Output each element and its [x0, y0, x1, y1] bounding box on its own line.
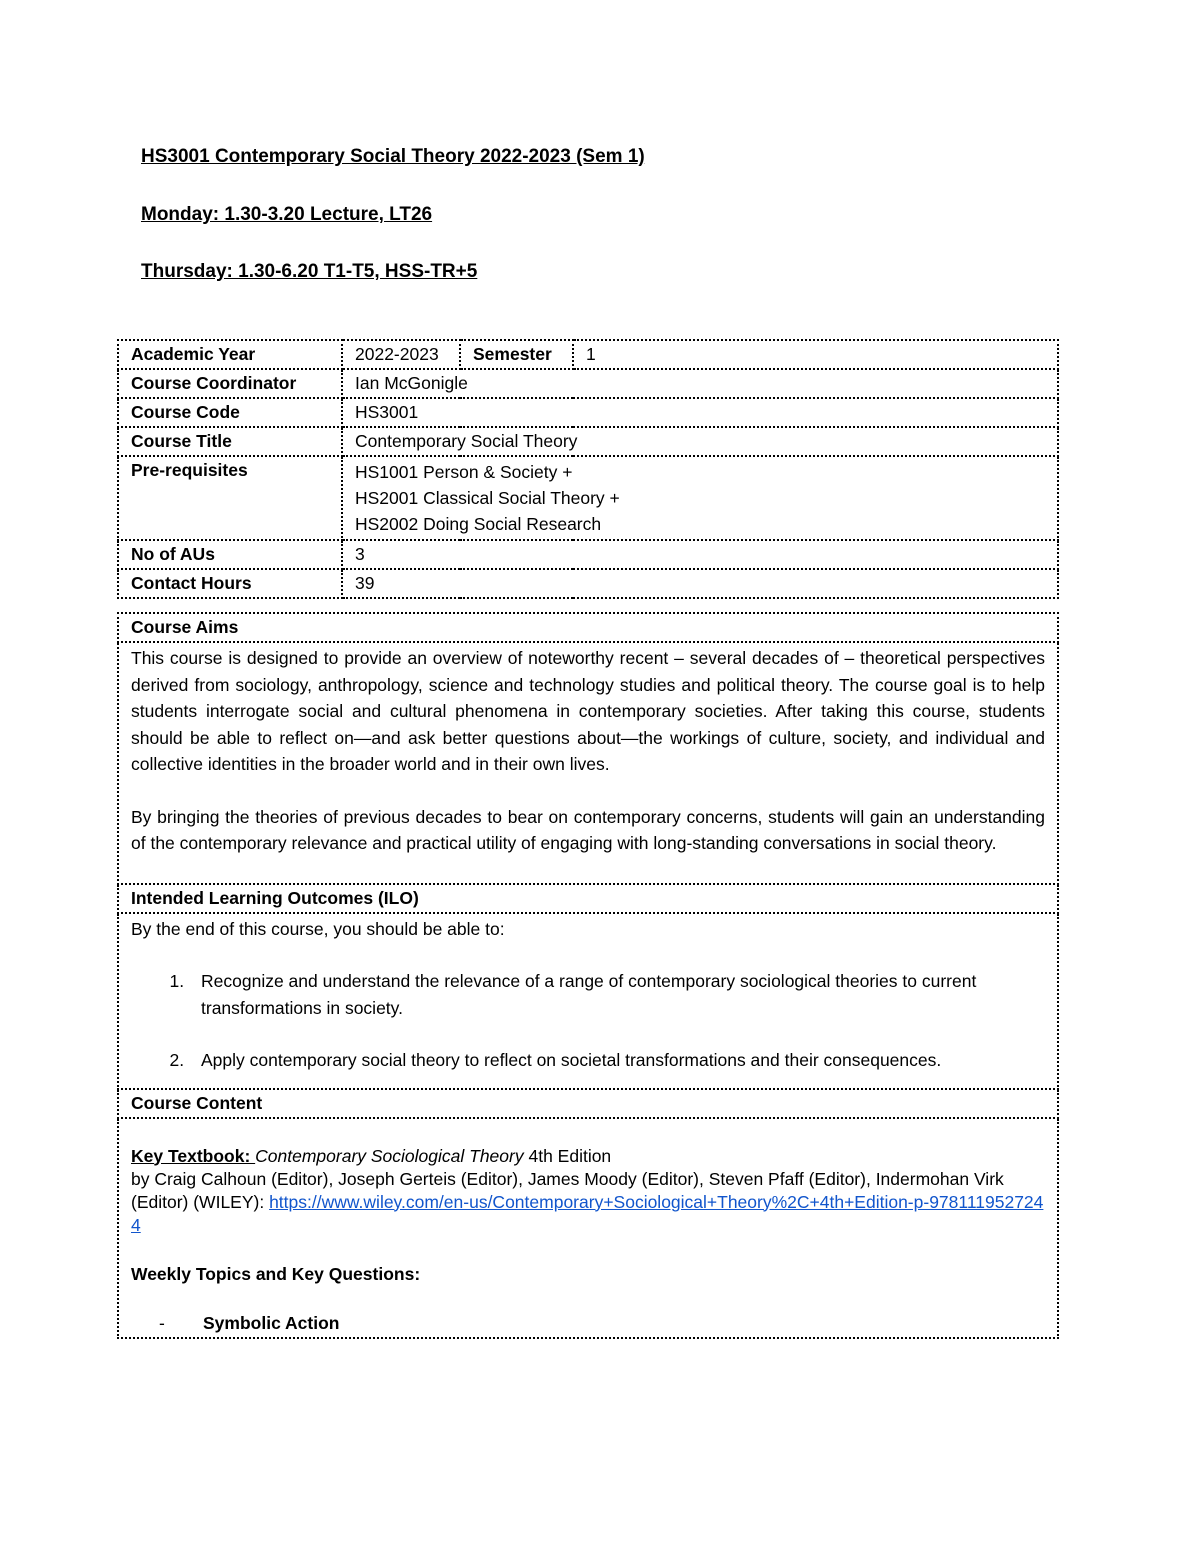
row-coordinator: [118, 369, 1058, 398]
aus-label: No of AUs: [118, 540, 342, 569]
topic-bullet: -: [159, 1312, 165, 1333]
prerequisite-item: HS1001 Person & Society +: [355, 462, 573, 482]
ilo-heading: Intended Learning Outcomes (ILO): [118, 884, 1058, 913]
key-textbook-edition: 4th Edition: [523, 1145, 612, 1166]
monday-schedule: Monday: 1.30-3.20 Lecture, LT26: [141, 204, 433, 225]
coordinator-value: Ian McGonigle: [342, 369, 1058, 398]
course-aims-body: [118, 642, 1058, 884]
contact-hours-value: 39: [342, 569, 1058, 598]
row-aus: [118, 540, 1058, 569]
ilo-heading-row: [118, 884, 1058, 913]
prerequisites-label: Pre-requisites: [118, 456, 342, 540]
ilo-intro: By the end of this course, you should be able to:: [131, 918, 505, 939]
topic-item: [131, 1312, 1045, 1335]
prerequisite-item: HS2001 Classical Social Theory +: [355, 488, 620, 508]
course-info-table: [117, 339, 1059, 599]
aims-paragraph: By bringing the theories of previous decades to bear on contemporary concerns, students will gain an understanding of the contemporary relevance and practical utility of engaging with long-standing conversations in social theory.: [131, 806, 1045, 853]
course-title-label: Course Title: [118, 427, 342, 456]
course-content-body: [118, 1118, 1058, 1338]
key-textbook-title: Contemporary Sociological Theory: [255, 1145, 524, 1166]
course-title-heading: HS3001 Contemporary Social Theory 2022-2023 (Sem 1): [141, 146, 645, 167]
textbook-link[interactable]: https://www.wiley.com/en-us/Contemporary+Sociological+Theory%2C+4th+Edition-p-9781119527244: [131, 1191, 1044, 1235]
course-code-label: Course Code: [118, 398, 342, 427]
prerequisites-value: [342, 456, 1058, 540]
textbook-authors-text: by Craig Calhoun (Editor), Joseph Gerteis (Editor), James Moody (Editor), Steven Pfaff (Editor), Indermohan Virk (Editor) (WILEY):: [131, 1168, 1004, 1212]
ilo-item: 1. Recognize and understand the relevance of a range of contemporary sociological theories to current transformations in society.: [189, 968, 1045, 1021]
course-title-value: Contemporary Social Theory: [342, 427, 1058, 456]
ilo-body: [118, 913, 1058, 1089]
course-aims-heading-row: [118, 613, 1058, 642]
academic-year-label: Academic Year: [118, 340, 342, 369]
course-aims-heading: Course Aims: [118, 613, 1058, 642]
key-textbook-label: Key Textbook:: [131, 1145, 256, 1166]
topic-label: Symbolic Action: [203, 1312, 340, 1333]
prerequisite-item: HS2002 Doing Social Research: [355, 514, 602, 534]
course-code-value: HS3001: [342, 398, 1058, 427]
thursday-schedule: Thursday: 1.30-6.20 T1-T5, HSS-TR+5: [141, 261, 478, 282]
course-aims-body-row: [118, 642, 1058, 884]
row-course-title: [118, 427, 1058, 456]
weekly-topics-heading: Weekly Topics and Key Questions:: [131, 1263, 421, 1284]
course-content-heading-row: [118, 1089, 1058, 1118]
course-content-body-row: [118, 1118, 1058, 1338]
row-course-code: [118, 398, 1058, 427]
row-prerequisites: [118, 456, 1058, 540]
contact-hours-label: Contact Hours: [118, 569, 342, 598]
ilo-body-row: [118, 913, 1058, 1089]
row-contact-hours: [118, 569, 1058, 598]
course-content-heading: Course Content: [118, 1089, 1058, 1118]
semester-label: Semester: [460, 340, 573, 369]
semester-value: 1: [573, 340, 1058, 369]
ilo-list: [131, 968, 1045, 1074]
course-details-table: [117, 612, 1059, 1339]
textbook-authors: [131, 1168, 1045, 1237]
row-academic-year: [118, 340, 1058, 369]
key-textbook: [131, 1145, 1045, 1168]
ilo-item: 2. Apply contemporary social theory to reflect on societal transformations and their consequences.: [189, 1047, 1045, 1074]
aus-value: 3: [342, 540, 1058, 569]
coordinator-label: Course Coordinator: [118, 369, 342, 398]
academic-year-value: 2022-2023: [342, 340, 460, 369]
aims-paragraph: This course is designed to provide an overview of noteworthy recent – several decades of – theoretical perspectives derived from sociology, anthropology, science and technology studies and political theory. The course goal is to help students interrogate social and cultural phenomena in contemporary societies. After taking this course, students should be able to reflect on—and ask better questions about—the workings of culture, society, and individual and collective identities in the broader world and in their own lives.: [131, 648, 1045, 774]
